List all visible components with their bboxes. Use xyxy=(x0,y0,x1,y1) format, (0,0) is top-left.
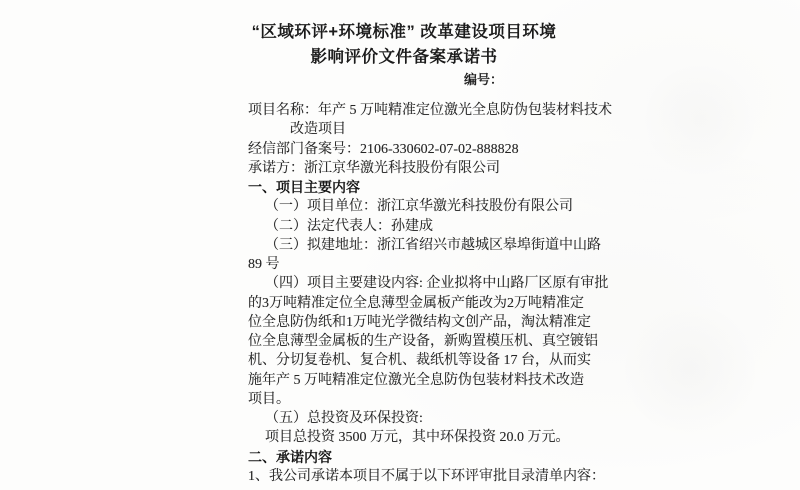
document-line: 施年产 5 万吨精准定位激光全息防伪包装材料技术改造 xyxy=(248,372,584,388)
document-line: 项目总投资 3500 万元，其中环保投资 20.0 万元。 xyxy=(265,430,570,446)
document-line: 项目。 xyxy=(248,391,290,407)
scan-artifact xyxy=(640,60,760,180)
document-title xyxy=(228,20,580,70)
document-section-heading: 一、项目主要内容 xyxy=(248,179,360,195)
scan-artifact xyxy=(620,300,760,440)
document-line: 位全息薄型金属板的生产设备，新购置模压机、真空镀铝 xyxy=(248,334,598,349)
document-line: （五）总投资及环保投资: xyxy=(265,411,423,426)
document-line: 的3万吨精准定位全息薄型金属板产能改为2万吨精准定 xyxy=(248,295,584,311)
document-line: 经信部门备案号：2106-330602-07-02-888828 xyxy=(248,141,519,157)
document-line: （二）法定代表人：孙建成 xyxy=(265,218,433,234)
document-line: 89 号 xyxy=(248,257,280,272)
document-line: 改造项目 xyxy=(290,122,346,138)
document-line: 承诺方：浙江京华激光科技股份有限公司 xyxy=(248,160,500,176)
title-line-1: “区域环评+环境标准” 改革建设项目环境 xyxy=(251,23,557,41)
document-line: （三）拟建地址：浙江省绍兴市越城区皋埠街道中山路 xyxy=(265,237,601,253)
document-line: 机、分切复卷机、复合机、裁纸机等设备 17 台，从而实 xyxy=(248,353,591,369)
document-line: 1、我公司承诺本项目不属于以下环评审批目录清单内容： xyxy=(248,468,605,484)
document-section-heading: 二、承诺内容 xyxy=(248,448,332,465)
serial-label: 编号： xyxy=(464,72,504,87)
document-body xyxy=(248,101,628,486)
title-line-2: 影响评价文件备案承诺书 xyxy=(310,48,498,66)
document-line: 位全息防伪纸和1万吨光学微结构文创产品，淘汰精准定 xyxy=(248,314,591,330)
document-line: 项目名称：年产 5 万吨精准定位激光全息防伪包装材料技术 xyxy=(248,103,612,118)
document-line: （四）项目主要建设内容: 企业拟将中山路厂区原有审批 xyxy=(265,276,609,292)
document-line: （一）项目单位：浙江京华激光科技股份有限公司 xyxy=(265,199,573,215)
